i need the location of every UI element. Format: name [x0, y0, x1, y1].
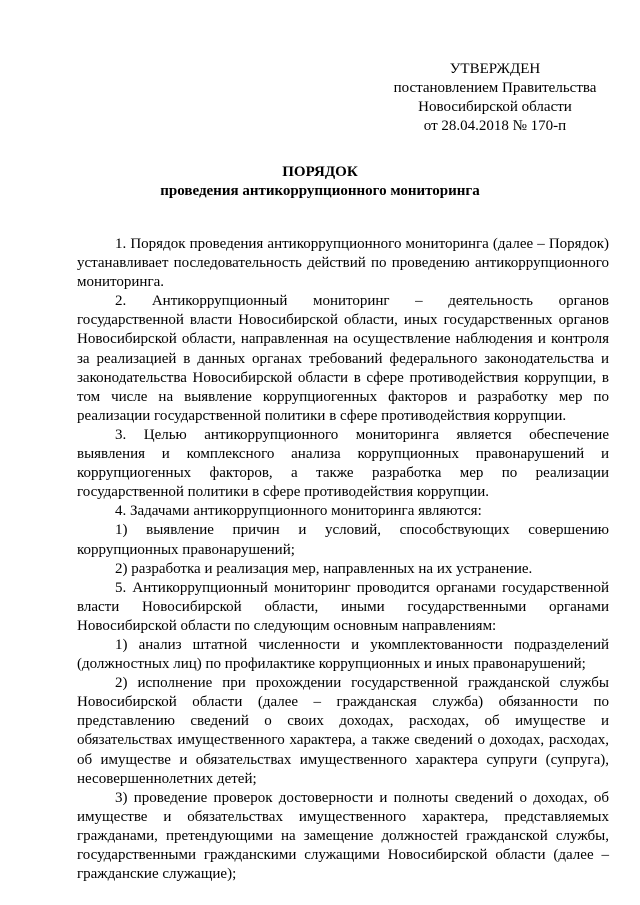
approval-title: УТВЕРЖДЕН	[449, 61, 541, 77]
paragraph: 2) разработка и реализация мер, направленных на их устранение.	[115, 560, 533, 577]
document-subtitle: проведения антикоррупционного мониторинга	[160, 183, 480, 199]
paragraph: 1) анализ штатной численности и укомплектованности подразделений (должностных лиц) по профилактике коррупционных и иных правонарушений;	[77, 636, 609, 673]
document-title-block	[60, 163, 580, 201]
paragraph: 2) исполнение при прохождении государственной гражданской службы Новосибирской области (далее – гражданская служба) обязанности по представлению сведений о своих доходах, расходах, об имуществе и обязательствах имущественного характера, а также сведений о доходах, расходах, об имуществе и обязательствах имущественного характера супруги (супруга), несовершеннолетних детей;	[77, 675, 609, 787]
document-title: ПОРЯДОК	[282, 164, 358, 180]
approval-decree: постановлением Правительства	[393, 80, 597, 96]
paragraph: 2. Антикоррупционный мониторинг – деятельность органов государственной власти Новосибирской области, иных государственных органов Новосибирской области, направленная на осуществление наблюдения и контроля за реализацией в данных органах требований федерального законодательства и законодательства Новосибирской области в сфере противодействия коррупции, в том числе на выявление коррупциогенных факторов и разработку мер по реализации государственной политики в сфере противодействия коррупции.	[77, 293, 609, 424]
paragraph: 4. Задачами антикоррупционного мониторинга являются:	[115, 503, 482, 520]
paragraph: 1. Порядок проведения антикоррупционного мониторинга (далее – Порядок) устанавливает последовательность действий по проведению антикоррупционного мониторинга.	[77, 236, 609, 291]
paragraph: 5. Антикоррупционный мониторинг проводится органами государственной власти Новосибирской области, иными государственными органами Новосибирской области по следующим основным направлениям:	[77, 579, 609, 634]
paragraph: 1) выявление причин и условий, способствующих совершению коррупционных правонарушений;	[77, 522, 609, 558]
approval-stamp	[390, 60, 600, 136]
paragraph: 3) проведение проверок достоверности и полноты сведений о доходах, об имуществе и обязательствах имущественного характера, представляемых гражданами, претендующими на замещение должностей гражданской службы, государственными гражданскими служащими Новосибирской области (далее – гражданские служащие);	[77, 789, 609, 883]
approval-region: Новосибирской области	[418, 99, 572, 115]
approval-date-number: от 28.04.2018 № 170-п	[423, 118, 567, 134]
document-body	[77, 235, 609, 884]
paragraph: 3. Целью антикоррупционного мониторинга является обеспечение выявления и комплексного анализа коррупционных правонарушений и коррупциогенных факторов, а также разработка мер по реализации государственной политики в сфере противодействия коррупции.	[77, 426, 609, 501]
